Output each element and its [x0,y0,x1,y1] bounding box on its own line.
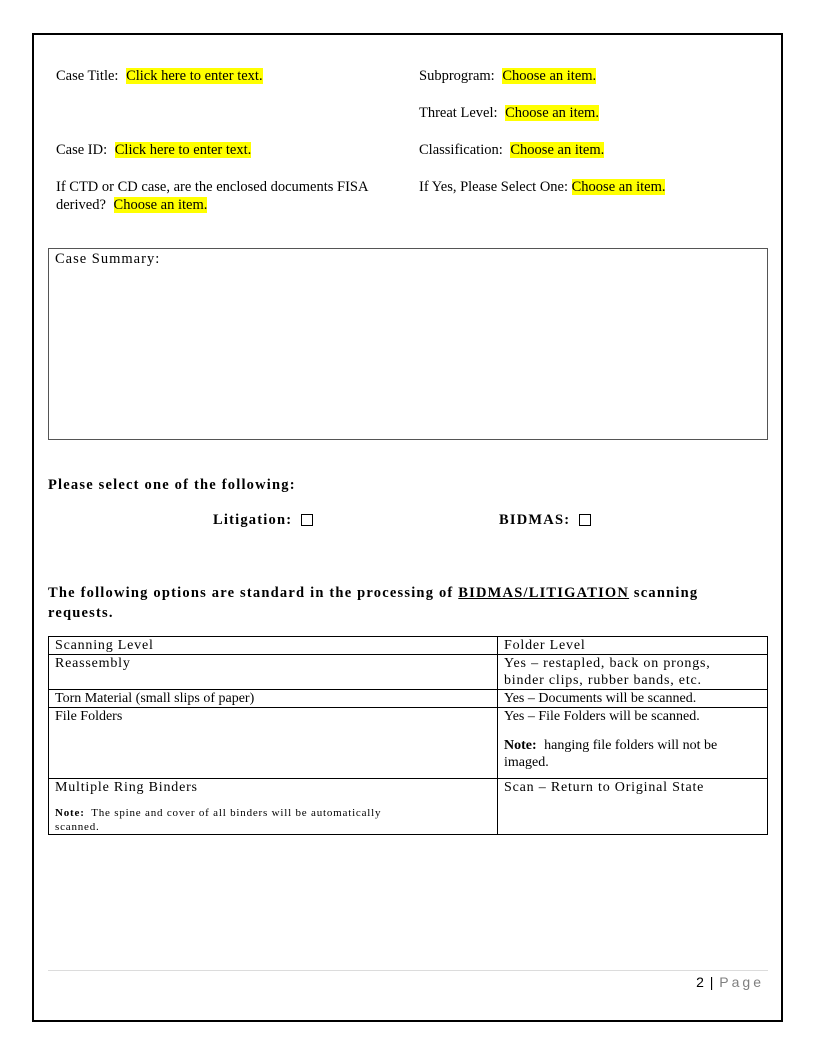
subprogram-dropdown[interactable]: Choose an item. [502,68,597,84]
row-binders-note-label: Note: [55,807,85,819]
row-binders-note-text2: scanned. [55,821,100,833]
case-id-label: Case ID: [56,142,108,158]
page-number-value: 2 [696,974,704,990]
bidmas-checkbox[interactable] [579,514,591,526]
row-reassembly-right-line2: binder clips, rubber bands, etc. [504,673,702,688]
fisa-question-row [56,178,368,214]
table-row [49,708,768,779]
row-binders-note-text: The spine and cover of all binders will be automatically [91,807,382,819]
row-file-folders-note-label: Note: [504,738,537,753]
fisa-question-line1: If CTD or CD case, are the enclosed documents FISA [56,179,369,195]
litigation-option[interactable] [213,512,313,529]
header-scanning-level: Scanning Level [49,637,498,655]
bidmas-label: BIDMAS: [499,512,571,528]
case-id-input[interactable]: Click here to enter text. [114,142,252,158]
standard-note-underlined: BIDMAS/LITIGATION [458,585,630,601]
footer-divider [48,970,768,971]
standard-note [48,583,768,623]
standard-note-suffix: scanning [633,585,699,601]
case-summary-label: Case Summary: [55,251,161,267]
classification-label: Classification: [419,142,503,158]
row-reassembly-left: Reassembly [49,655,498,690]
page-number [696,974,764,990]
row-binders-left [49,779,498,835]
threat-level-row [419,104,599,122]
page-word: Page [719,974,764,990]
threat-level-label: Threat Level: [419,105,498,121]
table-row [49,655,768,690]
row-reassembly-right [498,655,768,690]
bidmas-option[interactable] [499,512,591,529]
if-yes-label: If Yes, Please Select One: [419,179,569,195]
subprogram-label: Subprogram: [419,68,495,84]
standard-note-prefix: The following options are standard in the processing of [48,585,454,601]
selection-heading: Please select one of the following: [48,477,296,493]
case-summary-box[interactable] [48,248,768,440]
threat-level-dropdown[interactable]: Choose an item. [505,105,599,121]
row-file-folders-left: File Folders [49,708,498,779]
if-yes-row [419,178,665,196]
table-row [49,690,768,708]
table-header-row [49,637,768,655]
case-id-row [56,141,251,159]
row-binders-title: Multiple Ring Binders [55,780,198,795]
subprogram-row [419,67,596,85]
row-binders-right: Scan – Return to Original State [498,779,768,835]
header-folder-level: Folder Level [498,637,768,655]
table-row [49,779,768,835]
row-file-folders-note-text2: imaged. [504,755,549,770]
row-torn-right: Yes – Documents will be scanned. [498,690,768,708]
page-number-separator: | [709,974,714,990]
row-file-folders-note-text: hanging file folders will not be [544,738,718,753]
row-file-folders-right [498,708,768,779]
case-title-input[interactable]: Click here to enter text. [126,68,263,84]
standard-note-line2: requests. [48,605,114,621]
row-reassembly-right-line1: Yes – restapled, back on prongs, [504,656,711,671]
classification-dropdown[interactable]: Choose an item. [510,142,605,158]
classification-row [419,141,604,159]
case-title-label: Case Title: [56,68,119,84]
row-file-folders-right-text: Yes – File Folders will be scanned. [504,709,700,724]
case-title-row [56,67,263,85]
fisa-question-line2: derived? [56,197,106,213]
row-torn-left: Torn Material (small slips of paper) [49,690,498,708]
fisa-dropdown[interactable]: Choose an item. [113,197,208,213]
if-yes-dropdown[interactable]: Choose an item. [571,179,666,195]
litigation-label: Litigation: [213,512,293,528]
litigation-checkbox[interactable] [301,514,313,526]
scanning-options-table [48,636,768,835]
